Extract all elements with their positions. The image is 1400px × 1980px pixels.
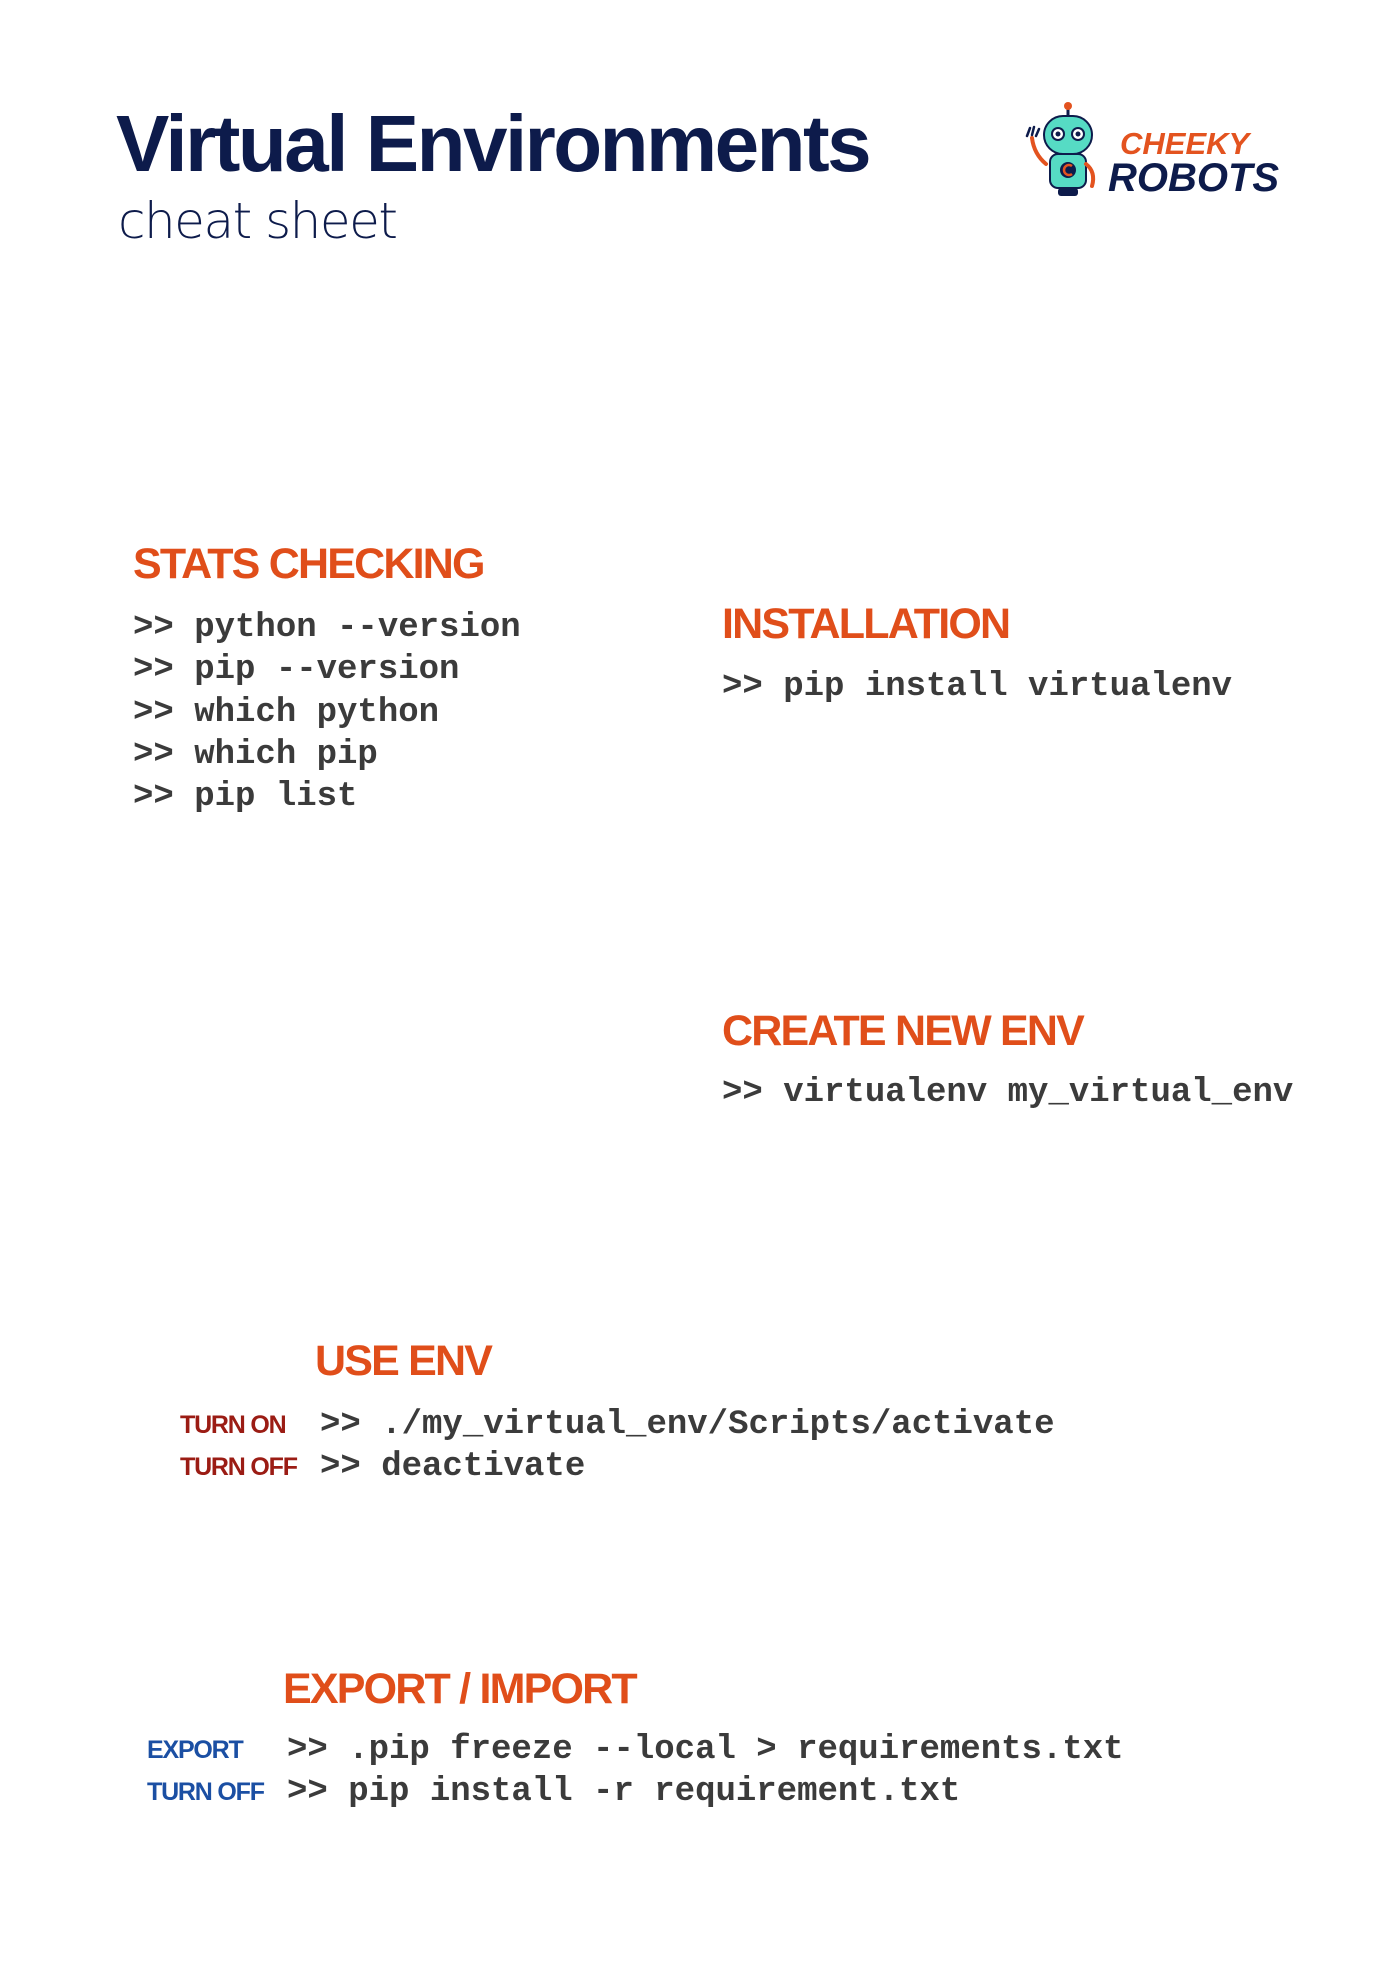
section-heading: EXPORT / IMPORT	[283, 1665, 636, 1713]
section-heading: STATS CHECKING	[133, 540, 484, 588]
command-line: >> deactivate	[320, 1448, 586, 1486]
command-line: >> ./my_virtual_env/Scripts/activate	[320, 1406, 1055, 1444]
page-title: Virtual Environments	[116, 99, 870, 188]
logo-word-cheeky: CHEEKY	[1120, 126, 1250, 161]
section-heading: CREATE NEW ENV	[722, 1007, 1084, 1055]
command-line: >> which python	[133, 694, 440, 732]
section-heading: INSTALLATION	[722, 600, 1010, 648]
export-tag: EXPORT	[147, 1736, 243, 1764]
command-line: >> which pip	[133, 736, 378, 774]
page-subtitle: cheat sheet	[118, 192, 397, 250]
command-line: >> python --version	[133, 609, 521, 647]
turn-on-tag: TURN ON	[180, 1411, 286, 1439]
command-line: >> pip install virtualenv	[722, 668, 1233, 706]
command-line: >> virtualenv my_virtual_env	[722, 1074, 1294, 1112]
turn-off-tag: TURN OFF	[147, 1778, 264, 1806]
command-line: >> .pip freeze --local > requirements.txt	[287, 1731, 1124, 1769]
logo-word-robots: ROBOTS	[1108, 156, 1280, 200]
command-line: >> pip install -r requirement.txt	[287, 1773, 961, 1811]
turn-off-tag: TURN OFF	[180, 1453, 297, 1481]
section-heading: USE ENV	[315, 1337, 492, 1385]
command-line: >> pip --version	[133, 651, 460, 689]
command-line: >> pip list	[133, 778, 358, 816]
cheeky-robots-logo	[1020, 102, 1320, 212]
robot-mascot-icon	[1020, 102, 1110, 202]
